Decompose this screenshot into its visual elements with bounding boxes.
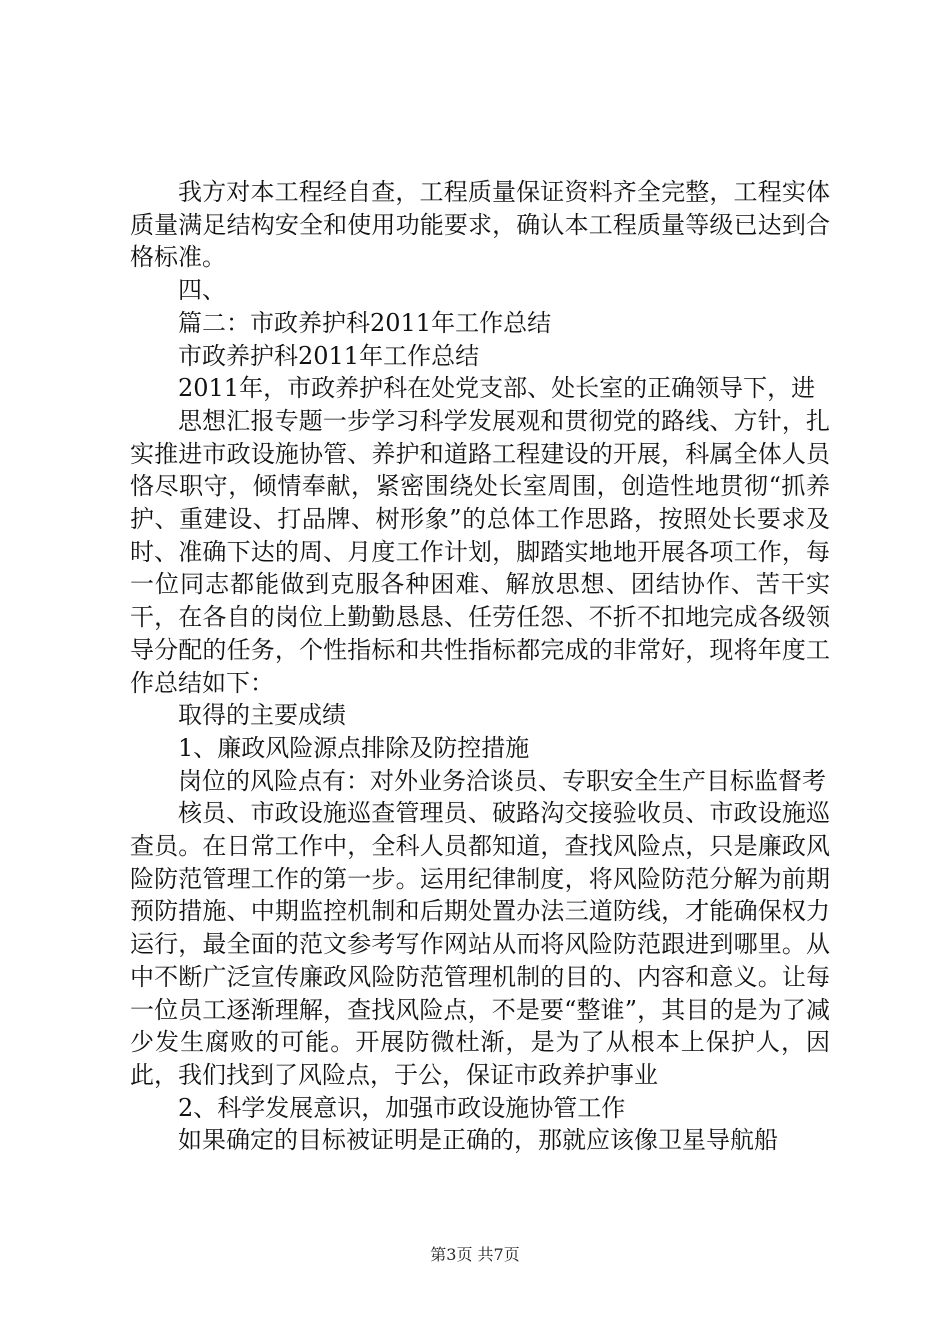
page-number-footer: 第3页 共7页 — [430, 1245, 520, 1264]
paragraph-intro: 2011年，市政养护科在处党支部、处长室的正确领导下，进 — [178, 374, 816, 403]
paragraph-overview: 思想汇报专题一步学习科学发展观和贯彻党的路线、方针，扎实推进市政设施协管、养护和道路工程建设的开展，科属全体人员恪尽职守，倾情奉献，紧密围绕处长室周围，创造性地贯彻“抓养护、重建设、打品牌、树形象”的总体工作思路，按照处长要求及时、准确下达的周、月度工作计划，脚踏实地地开展各项工作，每一位同志都能做到克服各种困难、解放思想、团结协作、苦干实干，在各自的岗位上勤勤恳恳、任劳任怨、不折不扣地完成各级领导分配的任务，个性指标和共性指标都完成的非常好，现将年度工作总结如下： — [130, 406, 830, 697]
paragraph-risk-management: 核员、市政设施巡查管理员、破路沟交接验收员、市政设施巡查员。在日常工作中，全科人员都知道，查找风险点，只是廉政风险防范管理工作的第一步。运用纪律制度，将风险防范分解为前期预防措施、中期监控机制和后期处置办法三道防线，才能确保权力运行，最全面的范文参考写作网站从而将风险防范跟进到哪里。从中不断广泛宣传廉政风险防范管理机制的目的、内容和意义。让每一位员工逐渐理解，查找风险点，不是要“整谁”，其目的是为了减少发生腐败的可能。开展防微杜渐，是为了从根本上保护人，因此，我们找到了风险点，于公，保证市政养护事业 — [130, 799, 830, 1089]
document-body — [130, 176, 830, 1157]
chapter-title-part-two: 篇二：市政养护科2011年工作总结 — [178, 308, 552, 337]
section-heading-achievements: 取得的主要成绩 — [178, 701, 346, 730]
paragraph-goal: 如果确定的目标被证明是正确的，那就应该像卫星导航船 — [178, 1126, 778, 1155]
section-heading-facility-coordination: 2、科学发展意识，加强市政设施协管工作 — [178, 1093, 626, 1122]
paragraph-risk-points: 岗位的风险点有：对外业务洽谈员、专职安全生产目标监督考 — [178, 766, 826, 795]
summary-title: 市政养护科2011年工作总结 — [178, 341, 480, 370]
section-heading-risk-control: 1、廉政风险源点排除及防控措施 — [178, 733, 530, 762]
paragraph-self-check: 我方对本工程经自查，工程质量保证资料齐全完整，工程实体质量满足结构安全和使用功能要求，确认本工程质量等级已达到合格标准。 — [130, 178, 830, 272]
section-number-four: 四、 — [178, 276, 226, 305]
